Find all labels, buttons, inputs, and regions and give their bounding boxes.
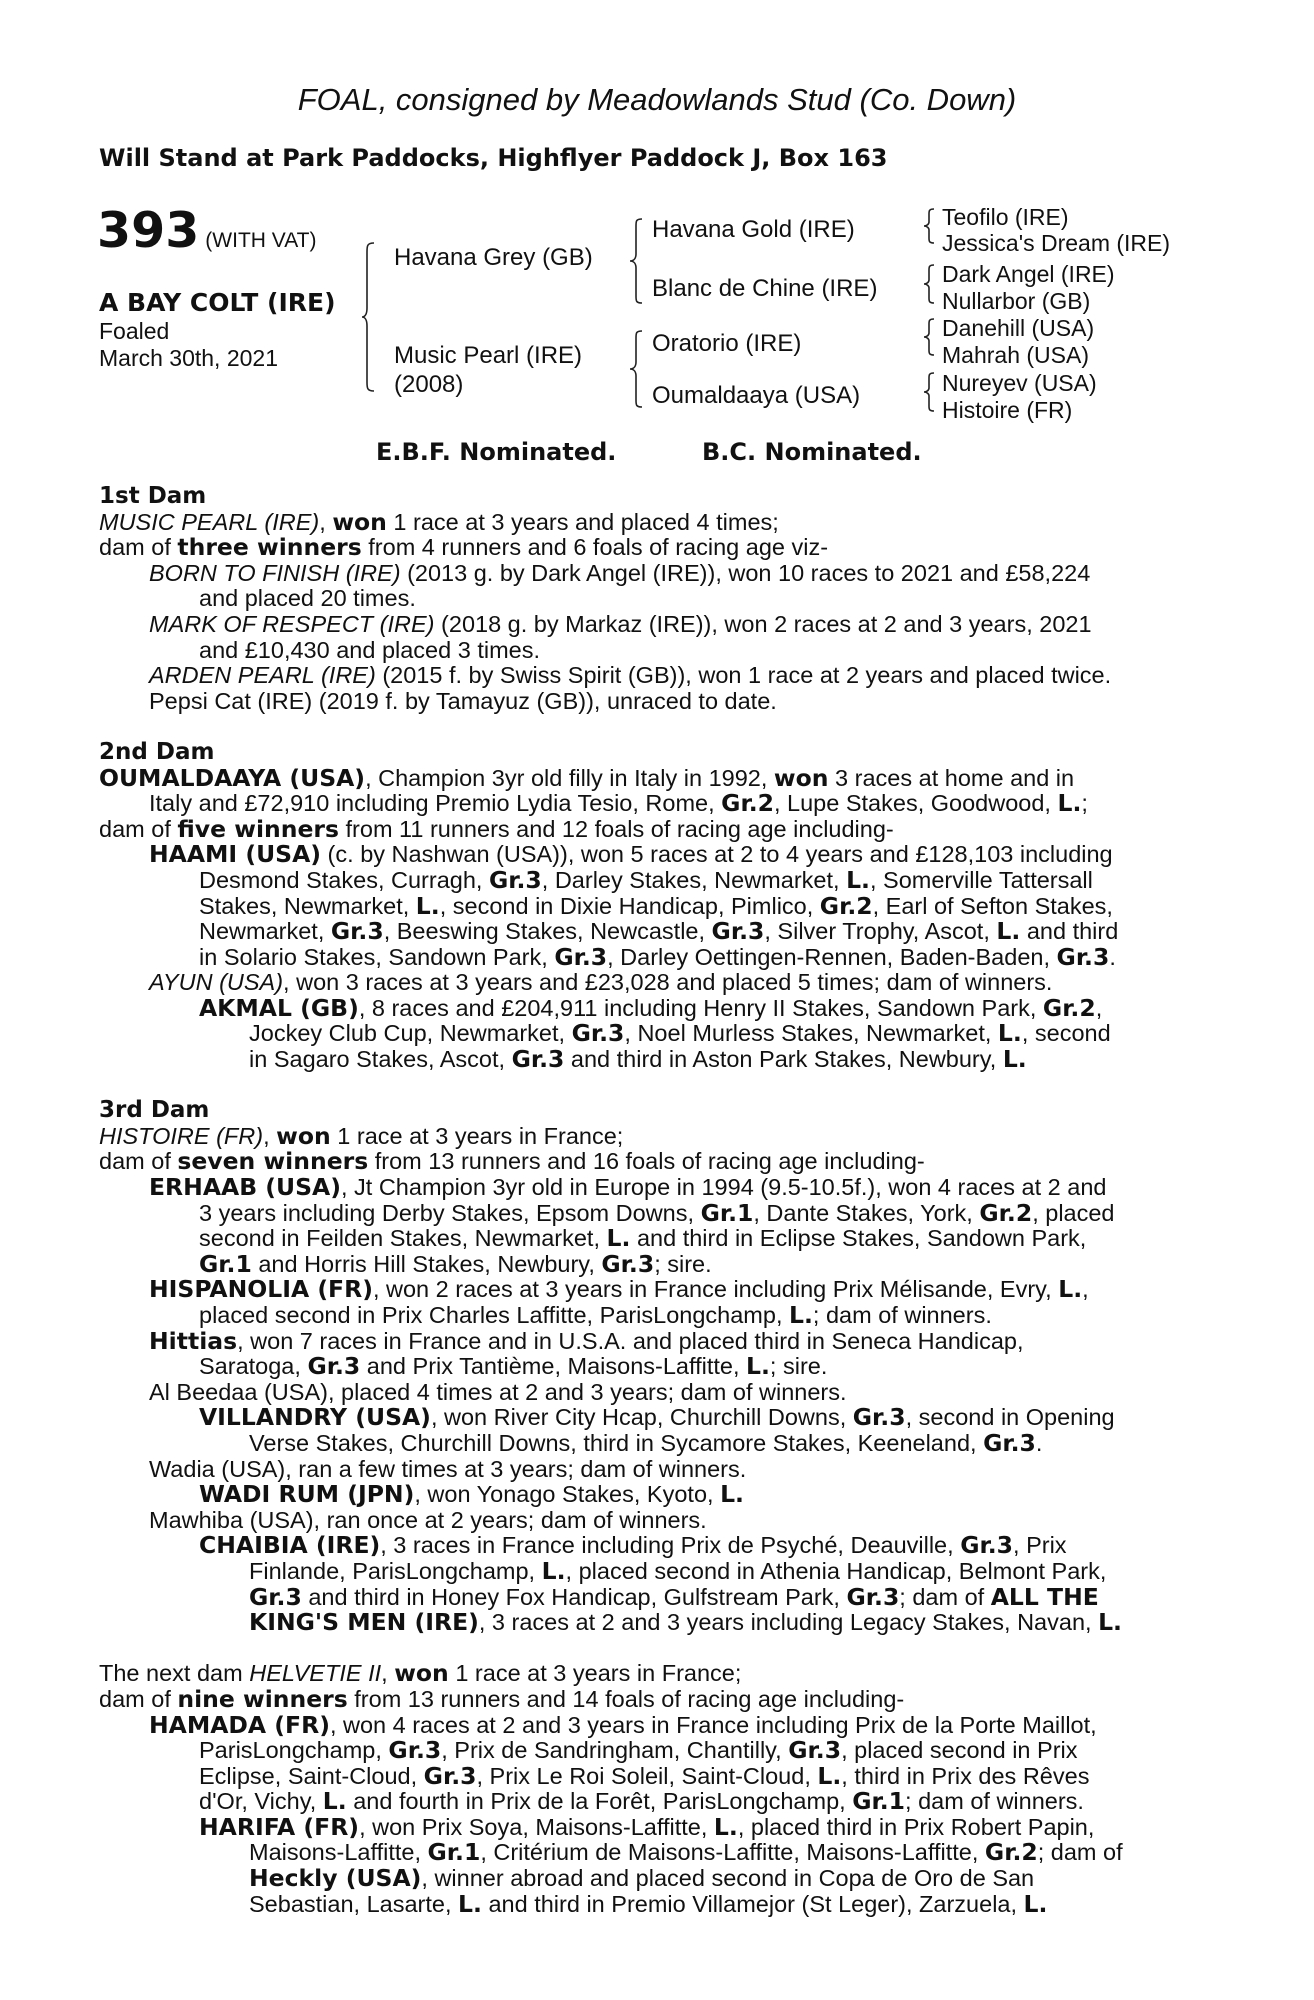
- record-line: [99, 1249, 1204, 1278]
- text-run: d'Or, Vichy,: [199, 1788, 323, 1815]
- record-line: [99, 1175, 1204, 1201]
- bold-text: ALL THE: [990, 1582, 1099, 1611]
- text-run: Jockey Club Cup, Newmarket,: [249, 1020, 572, 1047]
- bold-text: L.: [1002, 1045, 1027, 1074]
- pedigree-sire-sire: Havana Gold (IRE): [652, 216, 855, 243]
- italic-name: HELVETIE II: [249, 1660, 382, 1687]
- text-run: , Prix: [1013, 1532, 1067, 1559]
- text-run: from 11 runners and 12 foals of racing age including-: [338, 815, 894, 842]
- text-run: , placed: [1032, 1199, 1115, 1226]
- record-line: [99, 970, 1204, 996]
- text-run: (2018 g. by Markaz (IRE)), won 2 races at 2 and 3 years, 2021: [434, 610, 1092, 637]
- text-run: , placed second in Athenia Handicap, Belmont Park,: [565, 1557, 1107, 1584]
- record-line: [99, 1405, 1204, 1431]
- text-run: 1 race at 3 years and placed 4 times;: [386, 508, 779, 535]
- bold-text: three winners: [177, 533, 362, 562]
- dam-section: [99, 1661, 1204, 1917]
- pedigree-g7: Nureyev (USA): [942, 370, 1097, 396]
- bold-text: five winners: [177, 814, 339, 843]
- pedigree-dam-dam: Oumaldaaya (USA): [652, 382, 861, 409]
- section-spacer: [99, 1636, 1204, 1662]
- bold-text: L.: [996, 917, 1021, 946]
- record-line: [99, 763, 1204, 792]
- pedigree-g8: Histoire (FR): [942, 397, 1073, 423]
- record-line: [99, 814, 1204, 843]
- text-run: ; sire.: [769, 1353, 828, 1380]
- section-heading: 1st Dam: [99, 483, 207, 509]
- record-line: [99, 1226, 1204, 1252]
- italic-name: MUSIC PEARL (IRE): [99, 508, 320, 535]
- record-line: [99, 586, 1204, 612]
- record-line: [99, 919, 1204, 945]
- text-run: ; dam of winners.: [812, 1302, 992, 1328]
- text-run: Newmarket,: [199, 918, 331, 945]
- text-run: , won 4 races at 2 and 3 years in France including Prix de la Porte Maillot,: [329, 1711, 1097, 1738]
- bold-text: nine winners: [177, 1684, 348, 1713]
- text-run: from 4 runners and 6 foals of racing age viz-: [361, 534, 829, 561]
- text-run: , won Yonago Stakes, Kyoto,: [414, 1481, 721, 1508]
- text-run: ,: [319, 508, 333, 535]
- bold-text: Gr.3: [423, 1761, 477, 1790]
- italic-name: AYUN (USA): [149, 969, 284, 996]
- dam-section: [99, 484, 1204, 714]
- text-run: , Silver Trophy, Ascot,: [764, 918, 997, 945]
- text-run: Mawhiba (USA), ran once at 2 years; dam of winners.: [149, 1506, 707, 1533]
- text-run: , won 3 races at 3 years and £23,028 and placed 5 times; dam of winners.: [283, 969, 1053, 996]
- text-run: , Noel Murless Stakes, Newmarket,: [624, 1020, 998, 1047]
- text-run: dam of: [99, 815, 178, 842]
- text-run: , won 2 races at 3 years in France including Prix Mélisande, Evry,: [372, 1276, 1059, 1303]
- bold-text: Gr.3: [1056, 942, 1110, 971]
- text-run: Saratoga,: [199, 1353, 308, 1380]
- text-run: ; dam of: [899, 1583, 991, 1610]
- bold-text: Gr.1: [700, 1198, 754, 1227]
- lot-header: [97, 202, 317, 259]
- pedigree-g6: Mahrah (USA): [942, 342, 1089, 368]
- record-line: [99, 865, 1204, 894]
- pedigree-dam: Music Pearl (IRE): [394, 342, 583, 369]
- bold-text: won: [276, 1121, 331, 1150]
- record-line: [99, 561, 1204, 587]
- text-run: , second in Dixie Handicap, Pimlico,: [439, 892, 820, 919]
- text-run: second in Feilden Stakes, Newmarket,: [199, 1225, 607, 1252]
- text-run: , Somerville Tattersall: [869, 866, 1093, 893]
- bold-text: VILLANDRY (USA): [199, 1403, 431, 1432]
- record-line: [99, 1354, 1204, 1380]
- bold-text: Gr.2: [984, 1838, 1038, 1867]
- text-run: from 13 runners and 14 foals of racing age including-: [347, 1685, 905, 1712]
- text-run: Wadia (USA), ran a few times at 3 years; dam of winners.: [149, 1455, 747, 1482]
- text-run: , Dante Stakes, York,: [753, 1199, 980, 1226]
- bold-text: Gr.2: [819, 891, 873, 920]
- bold-text: won: [773, 763, 829, 792]
- pedigree-sire-dam: Blanc de Chine (IRE): [652, 275, 878, 302]
- bold-text: HISPANOLIA (FR): [149, 1275, 373, 1304]
- text-run: Finlande, ParisLongchamp,: [249, 1557, 542, 1584]
- record-line: [99, 1482, 1204, 1508]
- text-run: ; sire.: [654, 1250, 712, 1277]
- record-line: [99, 1889, 1204, 1918]
- section-spacer: [99, 1073, 1204, 1099]
- bold-text: Gr.1: [852, 1787, 906, 1816]
- bc-nomination: B.C. Nominated.: [702, 438, 922, 466]
- record-line: [99, 1556, 1204, 1585]
- text-run: The next dam: [99, 1660, 250, 1687]
- text-run: dam of: [99, 1148, 178, 1175]
- bold-text: seven winners: [177, 1147, 369, 1176]
- text-run: Sebastian, Lasarte,: [249, 1890, 459, 1917]
- text-run: from 13 runners and 16 foals of racing age including-: [368, 1148, 925, 1175]
- record-line: [99, 1738, 1204, 1764]
- bold-text: Gr.1: [199, 1249, 252, 1278]
- bold-text: HAAMI (USA): [149, 840, 322, 869]
- pedigree-dam-year: (2008): [394, 371, 464, 398]
- bold-text: AKMAL (GB): [199, 993, 359, 1022]
- bold-text: L.: [458, 1889, 482, 1918]
- bold-text: HARIFA (FR): [199, 1812, 360, 1841]
- text-run: .: [1035, 1429, 1043, 1456]
- text-run: , Beeswing Stakes, Newcastle,: [383, 918, 712, 945]
- record-line: [99, 1149, 1204, 1175]
- record-line: [99, 993, 1204, 1022]
- bold-text: won: [394, 1659, 449, 1688]
- bold-text: Gr.3: [788, 1736, 842, 1765]
- text-run: and placed 20 times.: [199, 585, 416, 612]
- record-line: [99, 1121, 1204, 1150]
- record-line: [99, 1710, 1204, 1739]
- pedigree-g4: Nullarbor (GB): [942, 288, 1091, 314]
- record-line: [99, 942, 1204, 971]
- record-line: [99, 1840, 1204, 1866]
- horse-description: A BAY COLT (IRE): [99, 288, 336, 317]
- text-run: ParisLongchamp,: [199, 1737, 389, 1764]
- text-run: , Earl of Sefton Stakes,: [872, 892, 1113, 919]
- text-run: Desmond Stakes, Curragh,: [199, 866, 489, 893]
- bold-text: HAMADA (FR): [149, 1710, 330, 1739]
- bold-text: Gr.3: [852, 1403, 906, 1432]
- consignment-title: FOAL, consigned by Meadowlands Stud (Co. Down): [297, 82, 1017, 117]
- text-run: 1 race at 3 years in France;: [330, 1122, 624, 1149]
- pedigree-g2: Jessica's Dream (IRE): [942, 230, 1171, 256]
- record-line: [99, 1508, 1204, 1534]
- bold-text: won: [332, 507, 387, 536]
- record-line: [99, 1428, 1204, 1457]
- text-run: Stakes, Newmarket,: [199, 892, 416, 919]
- text-run: and third in Aston Park Stakes, Newbury,: [564, 1046, 1003, 1073]
- text-run: and third in Honey Fox Handicap, Gulfstream Park,: [301, 1583, 847, 1610]
- text-run: and third in Premio Villamejor (St Leger), Zarzuela,: [481, 1890, 1024, 1917]
- record-line: [99, 1326, 1204, 1355]
- pedigree-g3: Dark Angel (IRE): [942, 261, 1115, 287]
- record-line: [99, 663, 1204, 689]
- record-line: [99, 791, 1204, 817]
- text-run: Maisons-Laffitte,: [249, 1839, 428, 1866]
- pedigree-bracket-g2: [924, 264, 936, 304]
- text-run: , second in Opening: [905, 1404, 1115, 1431]
- bold-text: CHAIBIA (IRE): [199, 1531, 381, 1560]
- bold-text: OUMALDAAYA (USA): [99, 763, 366, 792]
- bold-text: L.: [322, 1787, 347, 1816]
- text-run: , won 7 races in France and in U.S.A. and placed third in Seneca Handicap,: [237, 1327, 1024, 1354]
- bold-text: L.: [997, 1019, 1022, 1048]
- record-line: [99, 891, 1204, 920]
- bold-text: Gr.2: [979, 1198, 1033, 1227]
- text-run: ,: [1095, 994, 1103, 1021]
- bold-text: Gr.1: [427, 1838, 481, 1867]
- section-spacer: [99, 714, 1204, 740]
- bold-text: Gr.3: [330, 917, 384, 946]
- bold-text: KING'S MEN (IRE): [249, 1608, 479, 1637]
- text-run: dam of: [99, 534, 178, 561]
- pedigree-bracket-g4: [924, 372, 936, 412]
- record-line: [99, 1610, 1204, 1636]
- bold-text: L.: [1057, 789, 1082, 818]
- text-run: , 8 races and £204,911 including Henry II Stakes, Sandown Park,: [358, 994, 1043, 1021]
- record-line: [99, 1582, 1204, 1611]
- record-line: [99, 1198, 1204, 1227]
- record-line: [99, 1047, 1204, 1073]
- text-run: and £10,430 and placed 3 times.: [199, 636, 541, 663]
- record-line: [99, 535, 1204, 561]
- record-line: [99, 1303, 1204, 1329]
- record-line: [99, 1661, 1204, 1687]
- bold-text: Gr.3: [571, 1019, 625, 1048]
- bold-text: Gr.3: [983, 1428, 1036, 1457]
- text-run: , Jt Champion 3yr old in Europe in 1994 (9.5-10.5f.), won 4 races at 2 and: [340, 1174, 1107, 1201]
- text-run: .: [1109, 943, 1116, 970]
- bold-text: L.: [1058, 1275, 1083, 1304]
- bold-text: Gr.3: [711, 917, 765, 946]
- foaled-date: March 30th, 2021: [99, 345, 279, 371]
- bold-text: L.: [720, 1480, 744, 1509]
- produce-record: [99, 484, 1204, 1917]
- text-run: ; dam of winners.: [905, 1788, 1084, 1815]
- bold-text: L.: [746, 1352, 770, 1381]
- text-run: ,: [263, 1122, 277, 1149]
- text-run: , won River City Hcap, Churchill Downs,: [430, 1404, 853, 1431]
- italic-name: BORN TO FINISH (IRE): [149, 559, 401, 586]
- bold-text: Gr.3: [249, 1582, 302, 1611]
- bold-text: Gr.3: [554, 942, 608, 971]
- text-run: , Champion 3yr old filly in Italy in 1992,: [365, 764, 774, 791]
- dam-section: [99, 1098, 1204, 1635]
- text-run: and Horris Hill Stakes, Newbury,: [251, 1250, 602, 1277]
- bold-text: Gr.3: [960, 1531, 1014, 1560]
- record-line: [99, 638, 1204, 664]
- pedigree-bracket-dam: [630, 330, 644, 408]
- text-run: ,: [381, 1660, 395, 1687]
- record-line: [99, 612, 1204, 638]
- text-run: (2015 f. by Swiss Spirit (GB)), won 1 race at 2 years and placed twice.: [375, 662, 1112, 689]
- record-line: [99, 507, 1204, 536]
- italic-name: ARDEN PEARL (IRE): [149, 662, 376, 689]
- bold-text: Gr.3: [601, 1249, 655, 1278]
- record-line: [99, 842, 1204, 868]
- pedigree-bracket-g3: [924, 318, 936, 356]
- bold-text: Gr.2: [1042, 993, 1096, 1022]
- text-run: (c. by Nashwan (USA)), won 5 races at 2 to 4 years and £128,103 including: [321, 841, 1113, 868]
- pedigree-bracket-sire: [630, 218, 644, 304]
- text-run: Eclipse, Saint-Cloud,: [199, 1762, 424, 1789]
- text-run: Verse Stakes, Churchill Downs, third in Sycamore Stakes, Keeneland,: [249, 1429, 984, 1456]
- record-line: [99, 1021, 1204, 1047]
- bold-text: L.: [817, 1761, 842, 1790]
- bold-text: Gr.3: [846, 1582, 900, 1611]
- text-run: , won Prix Soya, Maisons-Laffitte,: [359, 1813, 714, 1840]
- text-run: placed second in Prix Charles Laffitte, ParisLongchamp,: [199, 1302, 790, 1328]
- italic-name: HISTOIRE (FR): [99, 1122, 264, 1149]
- text-run: , Lupe Stakes, Goodwood,: [773, 790, 1058, 817]
- bold-text: Hittias: [149, 1326, 238, 1355]
- record-line: [99, 1277, 1204, 1303]
- text-run: and third: [1020, 918, 1119, 945]
- pedigree-g1: Teofilo (IRE): [942, 204, 1069, 230]
- bold-text: L.: [1098, 1608, 1122, 1637]
- bold-text: L.: [415, 891, 440, 920]
- record-line: [99, 1457, 1204, 1483]
- foaling-info: [99, 318, 278, 372]
- pedigree-g5: Danehill (USA): [942, 315, 1095, 341]
- bold-text: Gr.2: [721, 789, 774, 818]
- foaled-label: Foaled: [99, 318, 170, 344]
- stabling-location: Will Stand at Park Paddocks, Highflyer Paddock J, Box 163: [99, 144, 888, 172]
- record-line: [99, 1380, 1204, 1406]
- bold-text: L.: [606, 1224, 631, 1253]
- text-run: , placed second in Prix: [841, 1737, 1078, 1764]
- text-run: ;: [1081, 790, 1088, 817]
- text-run: Pepsi Cat (IRE) (2019 f. by Tamayuz (GB)), unraced to date.: [149, 687, 777, 714]
- pedigree-bracket-main: [362, 242, 376, 392]
- bold-text: L.: [1023, 1889, 1048, 1918]
- bold-text: ERHAAB (USA): [149, 1173, 341, 1202]
- record-line: [99, 1789, 1204, 1815]
- text-run: , winner abroad and placed second in Copa de Oro de San: [421, 1865, 1035, 1892]
- pedigree-dam-sire: Oratorio (IRE): [652, 330, 802, 357]
- record-line: [99, 1812, 1204, 1841]
- pedigree-sire: Havana Grey (GB): [394, 244, 593, 271]
- ebf-nomination: E.B.F. Nominated.: [376, 438, 617, 466]
- bold-text: Gr.3: [511, 1045, 565, 1074]
- bold-text: L.: [789, 1301, 813, 1329]
- record-line: [99, 1684, 1204, 1713]
- dam-section: [99, 740, 1204, 1073]
- text-run: 3 races at home and in: [828, 764, 1075, 791]
- record-line: [99, 1866, 1204, 1892]
- text-run: , Darley Stakes, Newmarket,: [541, 866, 847, 893]
- text-run: , 3 races at 2 and 3 years including Legacy Stakes, Navan,: [478, 1609, 1099, 1636]
- text-run: , placed third in Prix Robert Papin,: [737, 1813, 1095, 1840]
- text-run: ; dam of: [1037, 1839, 1123, 1866]
- section-heading: 3rd Dam: [99, 1097, 210, 1124]
- bold-text: L.: [541, 1556, 566, 1585]
- text-run: , Critérium de Maisons-Laffitte, Maisons-Laffitte,: [480, 1839, 985, 1866]
- text-run: 1 race at 3 years in France;: [448, 1660, 742, 1687]
- section-heading: 2nd Dam: [99, 738, 215, 765]
- italic-name: MARK OF RESPECT (IRE): [149, 610, 435, 637]
- bold-text: L.: [713, 1812, 738, 1841]
- record-line: [99, 1533, 1204, 1559]
- text-run: , third in Prix des Rêves: [841, 1762, 1090, 1789]
- bold-text: Heckly (USA): [249, 1864, 422, 1893]
- bold-text: WADI RUM (JPN): [199, 1480, 415, 1509]
- vat-note: (WITH VAT): [205, 229, 317, 252]
- text-run: Italy and £72,910 including Premio Lydia Tesio, Rome,: [149, 790, 722, 817]
- bold-text: Gr.3: [488, 865, 542, 894]
- text-run: and Prix Tantième, Maisons-Laffitte,: [360, 1353, 747, 1380]
- text-run: , Prix Le Roi Soleil, Saint-Cloud,: [476, 1762, 818, 1789]
- bold-text: Gr.3: [388, 1736, 442, 1765]
- text-run: , Prix de Sandringham, Chantilly,: [441, 1737, 789, 1764]
- record-line: [99, 689, 1204, 715]
- text-run: ,: [1082, 1276, 1089, 1303]
- text-run: and fourth in Prix de la Forêt, ParisLongchamp,: [346, 1788, 853, 1815]
- text-run: in Solario Stakes, Sandown Park,: [199, 943, 555, 970]
- text-run: 3 years including Derby Stakes, Epsom Downs,: [199, 1199, 701, 1226]
- bold-text: Gr.3: [307, 1352, 361, 1381]
- text-run: and third in Eclipse Stakes, Sandown Park,: [630, 1225, 1087, 1252]
- record-line: [99, 1761, 1204, 1790]
- text-run: in Sagaro Stakes, Ascot,: [249, 1046, 512, 1073]
- text-run: , 3 races in France including Prix de Psyché, Deauville,: [380, 1532, 961, 1559]
- text-run: (2013 g. by Dark Angel (IRE)), won 10 races to 2021 and £58,224: [400, 559, 1091, 586]
- bold-text: L.: [846, 865, 870, 894]
- lot-number: 393: [97, 202, 200, 259]
- text-run: Al Beedaa (USA), placed 4 times at 2 and 3 years; dam of winners.: [149, 1378, 847, 1405]
- pedigree-bracket-g1: [924, 208, 936, 244]
- text-run: dam of: [99, 1685, 178, 1712]
- text-run: , second: [1021, 1020, 1111, 1047]
- text-run: , Darley Oettingen-Rennen, Baden-Baden,: [607, 943, 1057, 970]
